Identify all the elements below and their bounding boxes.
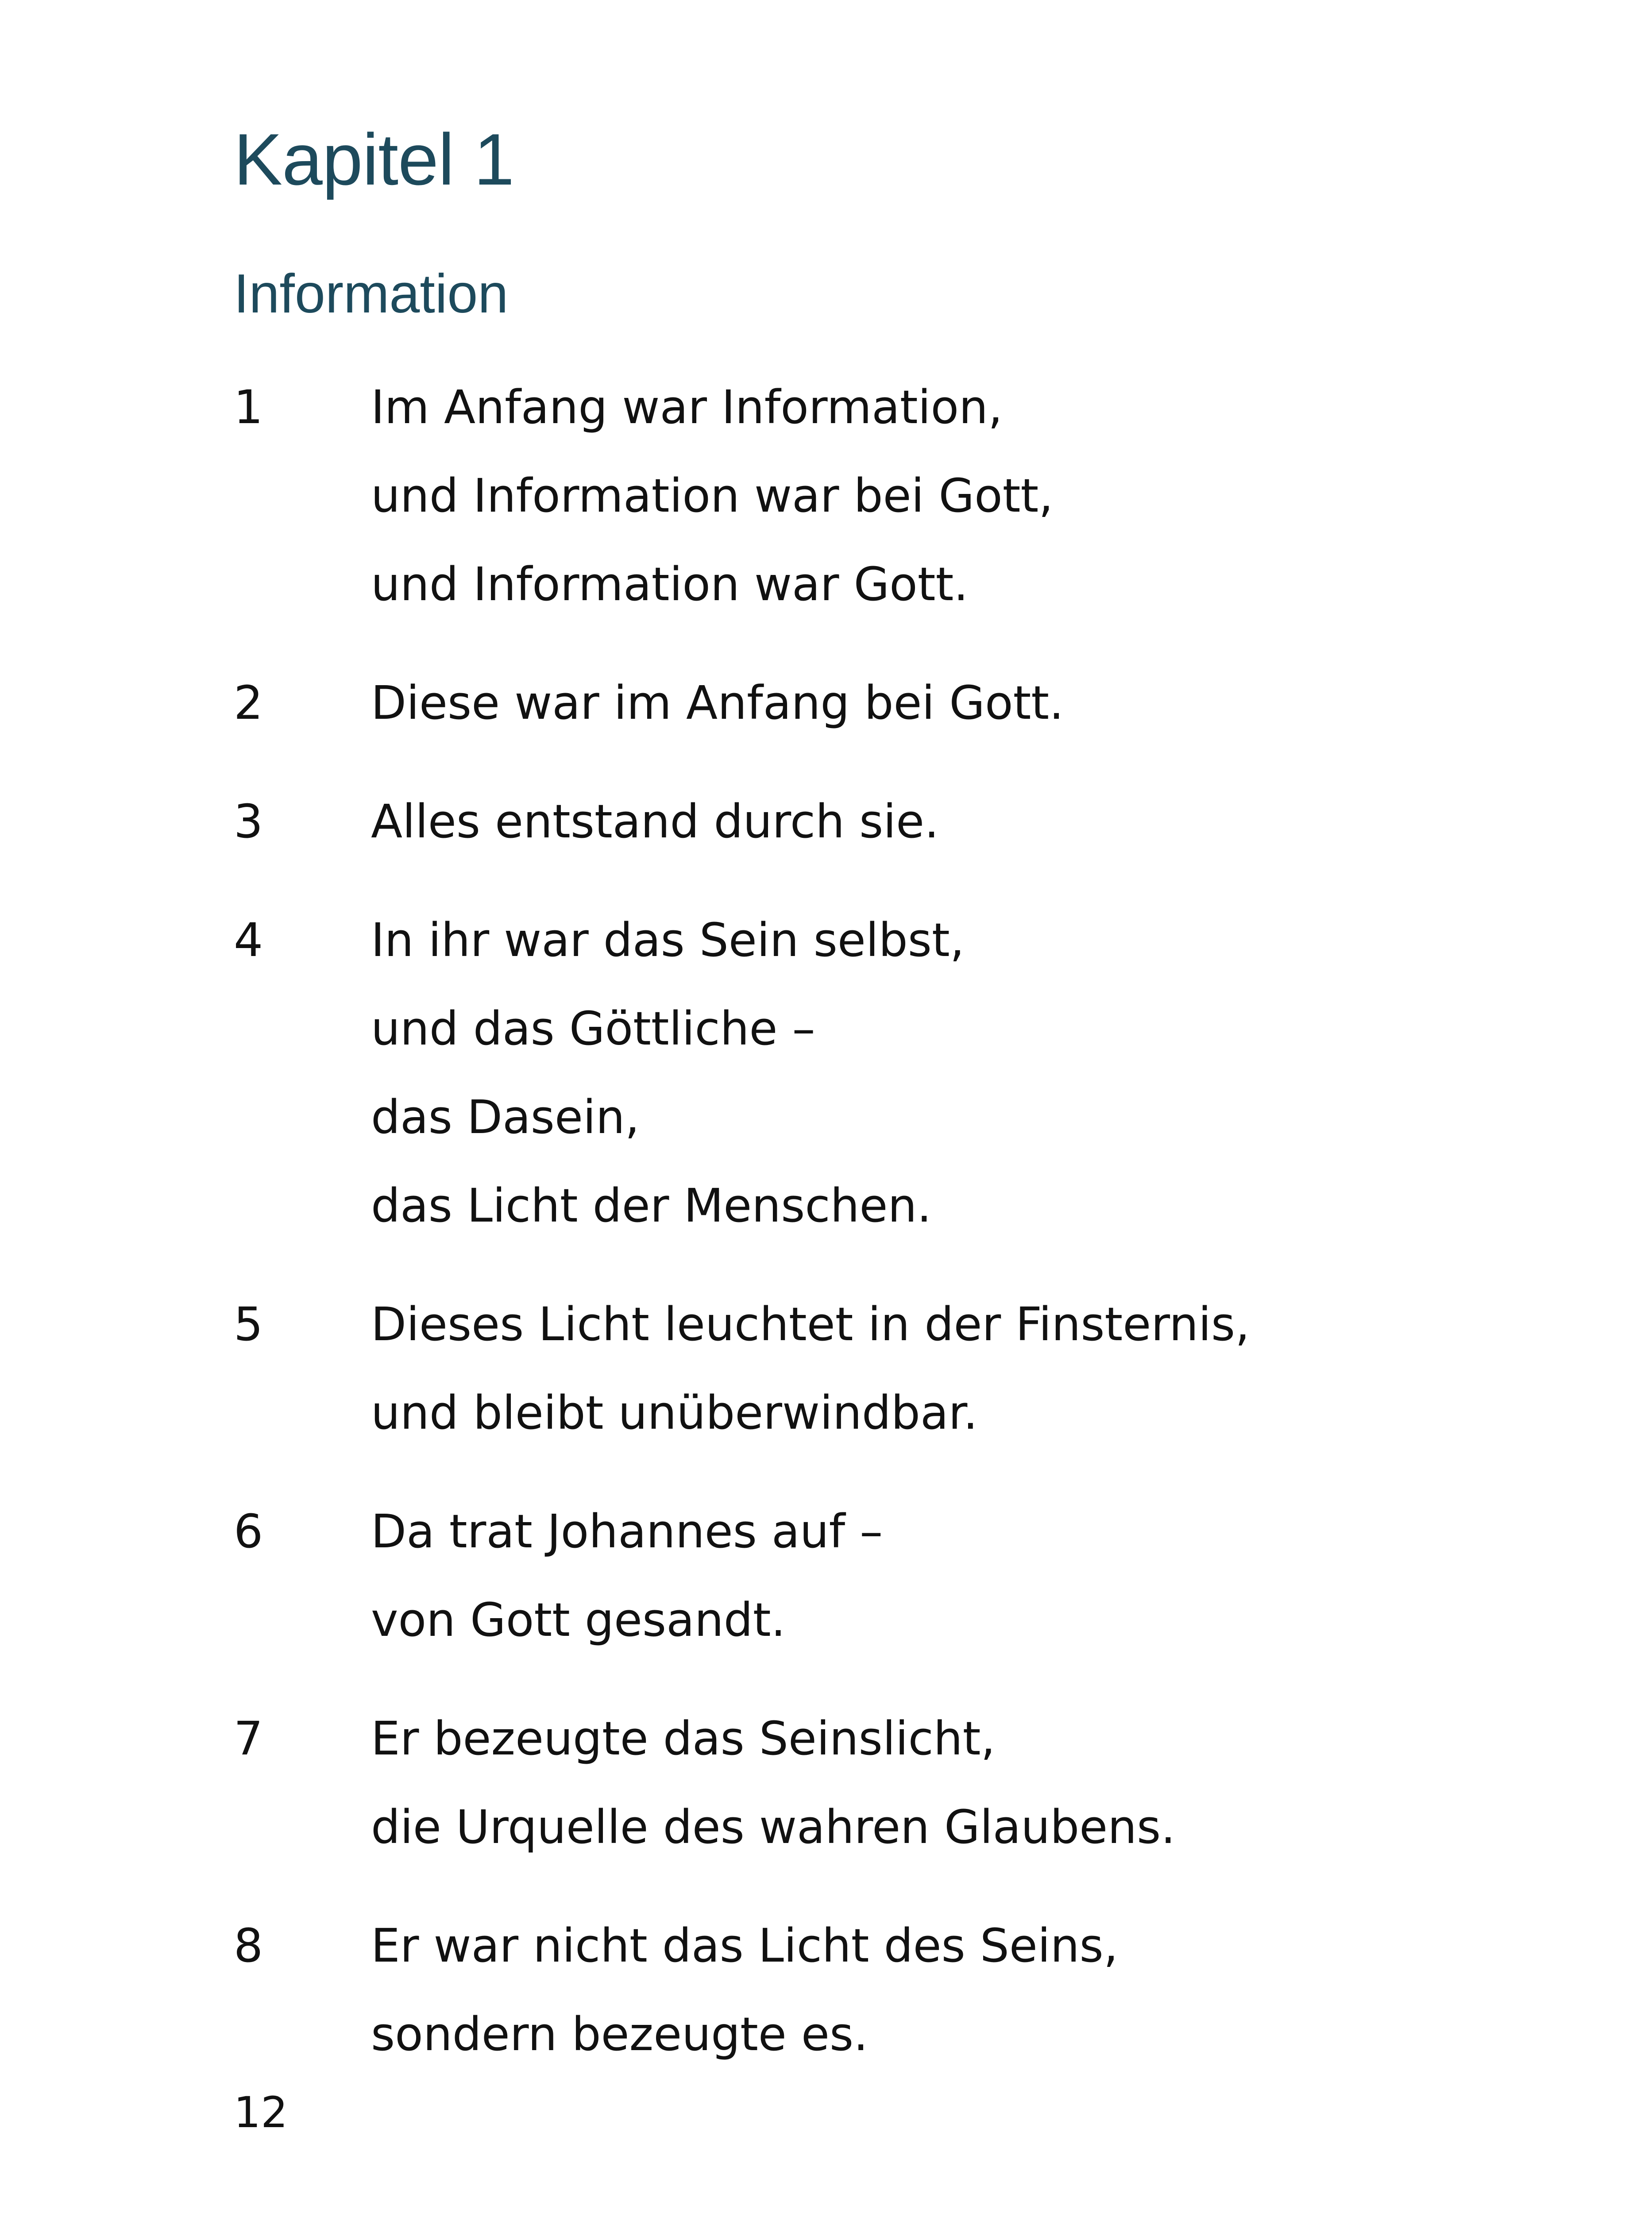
verse-line: und Information war bei Gott, xyxy=(371,469,1054,523)
verse-line: Diese war im Anfang bei Gott. xyxy=(371,676,1064,730)
verse-text xyxy=(371,1694,1562,1871)
verse-3 xyxy=(234,777,1562,866)
section-title: Information xyxy=(234,263,509,324)
verse-line: und das Göttliche – xyxy=(371,1002,815,1056)
verse-line: das Dasein, xyxy=(371,1090,640,1144)
verse-line: Er bezeugte das Seinslicht, xyxy=(371,1712,996,1766)
verse-number: 4 xyxy=(234,913,263,967)
verse-line: von Gott gesandt. xyxy=(371,1593,786,1647)
verse-text xyxy=(371,1280,1562,1457)
verse-5 xyxy=(234,1280,1562,1457)
verse-1 xyxy=(234,363,1562,628)
verse-text xyxy=(371,659,1562,747)
verse-text xyxy=(371,896,1562,1250)
verse-text xyxy=(371,1901,1562,2078)
verse-line: Dieses Licht leuchtet in der Finsternis, xyxy=(371,1297,1250,1351)
verse-line: Alles entstand durch sie. xyxy=(371,794,939,848)
verse-number: 2 xyxy=(234,676,263,730)
verse-line: sondern bezeugte es. xyxy=(371,2007,868,2061)
verse-6 xyxy=(234,1487,1562,1664)
verse-8 xyxy=(234,1901,1562,2078)
verse-line: In ihr war das Sein selbst, xyxy=(371,913,965,967)
verse-line: Da trat Johannes auf – xyxy=(371,1504,883,1558)
verse-line: Im Anfang war Information, xyxy=(371,380,1003,434)
chapter-title: Kapitel 1 xyxy=(234,119,514,200)
verse-line: Er war nicht das Licht des Seins, xyxy=(371,1919,1118,1973)
verse-text xyxy=(371,1487,1562,1664)
verse-number: 5 xyxy=(234,1297,263,1351)
page-number: 12 xyxy=(234,2088,288,2137)
verse-list xyxy=(234,363,1562,2109)
verse-number: 8 xyxy=(234,1919,263,1973)
verse-number: 7 xyxy=(234,1712,263,1766)
verse-7 xyxy=(234,1694,1562,1871)
verse-text xyxy=(371,777,1562,866)
verse-number: 3 xyxy=(234,794,263,848)
verse-number: 6 xyxy=(234,1504,263,1558)
verse-4 xyxy=(234,896,1562,1250)
verse-line: und Information war Gott. xyxy=(371,557,969,611)
verse-line: die Urquelle des wahren Glaubens. xyxy=(371,1800,1176,1854)
verse-number: 1 xyxy=(234,380,263,434)
verse-line: und bleibt unüberwindbar. xyxy=(371,1386,978,1440)
verse-line: das Licht der Menschen. xyxy=(371,1179,932,1233)
verse-text xyxy=(371,363,1562,628)
verse-2 xyxy=(234,659,1562,747)
